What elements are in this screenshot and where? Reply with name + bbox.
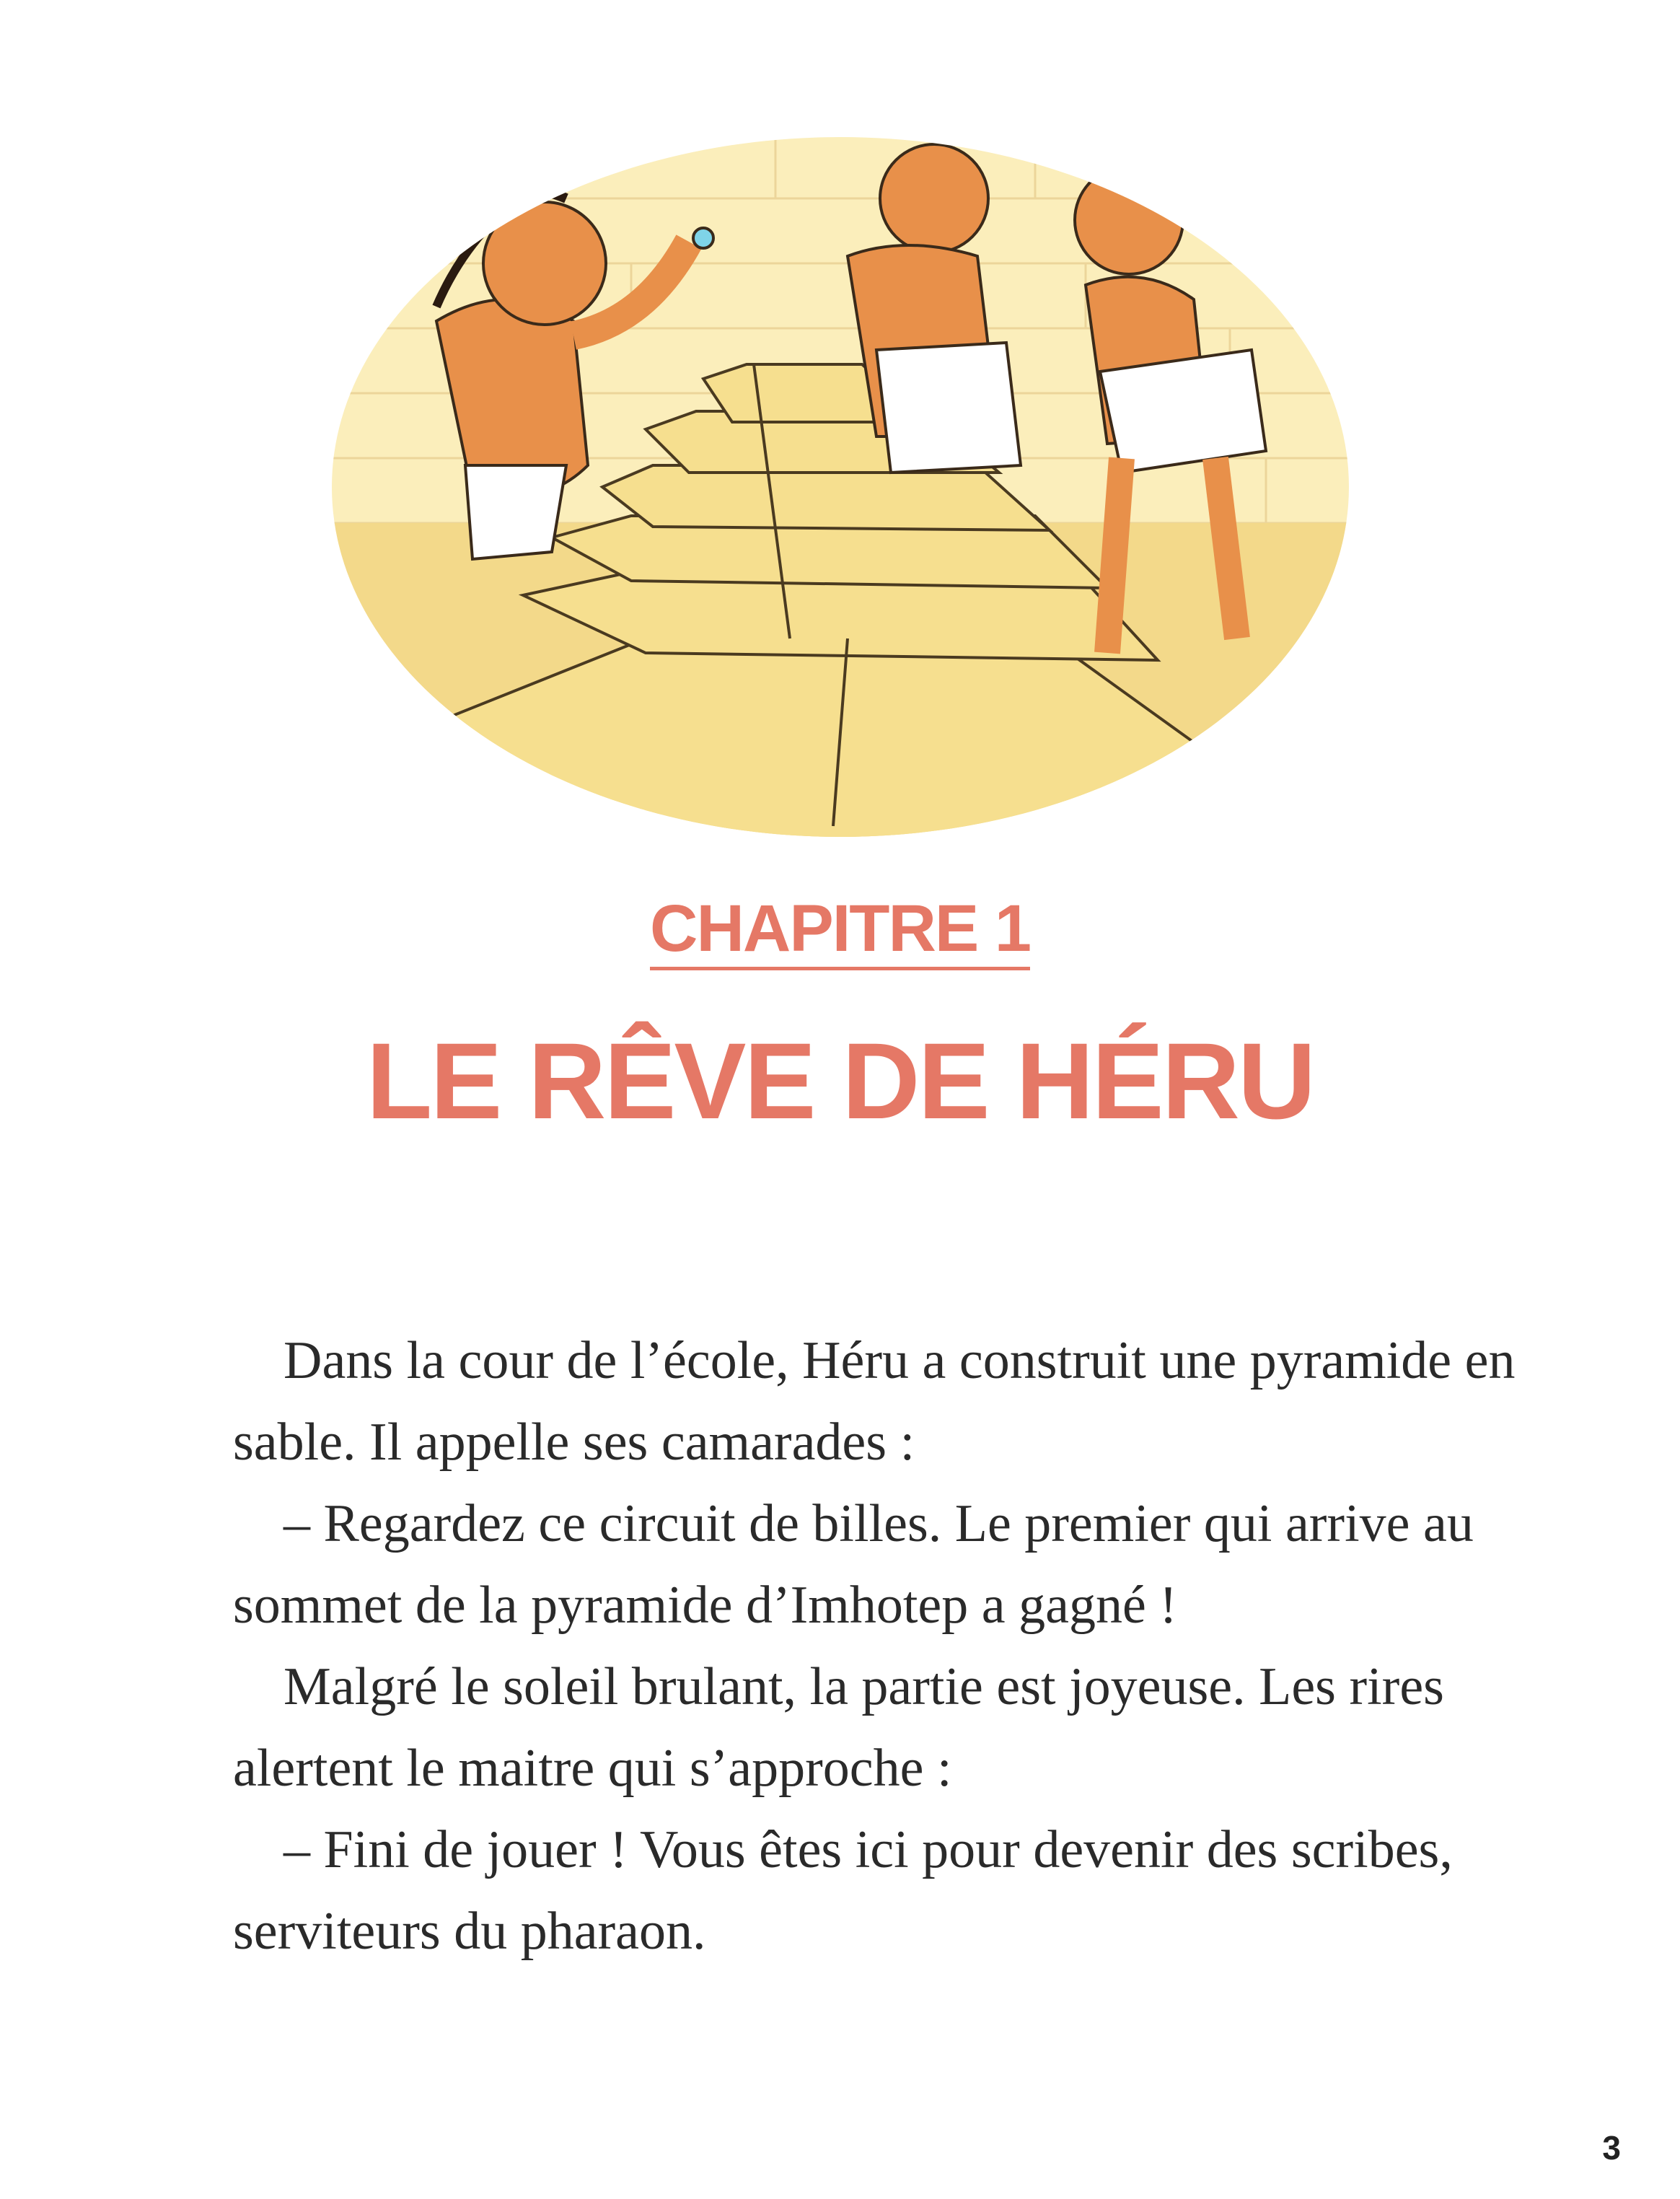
paragraph: Dans la cour de l’école, Héru a construit une pyramide en sable. Il appelle ses camarades : <box>233 1331 1516 1472</box>
paragraph: Malgré le soleil brulant, la partie est joyeuse. Les rires alertent le maitre qui s’approche : <box>233 1657 1444 1798</box>
paragraph: – Fini de jouer ! Vous êtes ici pour devenir des scribes, serviteurs du pharaon. <box>233 1820 1453 1961</box>
marble-icon <box>693 228 713 248</box>
chapter-title: LE RÊVE DE HÉRU <box>366 1020 1314 1141</box>
chapter-label <box>0 891 1680 967</box>
paragraph: – Regardez ce circuit de billes. Le premier qui arrive au sommet de la pyramide d’Imhotep a gagné ! <box>233 1494 1474 1635</box>
page-number: 3 <box>1602 2129 1621 2167</box>
egyptian-children-illustration <box>328 133 1353 840</box>
chapter-label-text: CHAPITRE 1 <box>650 892 1030 970</box>
story-text <box>233 1320 1517 1972</box>
